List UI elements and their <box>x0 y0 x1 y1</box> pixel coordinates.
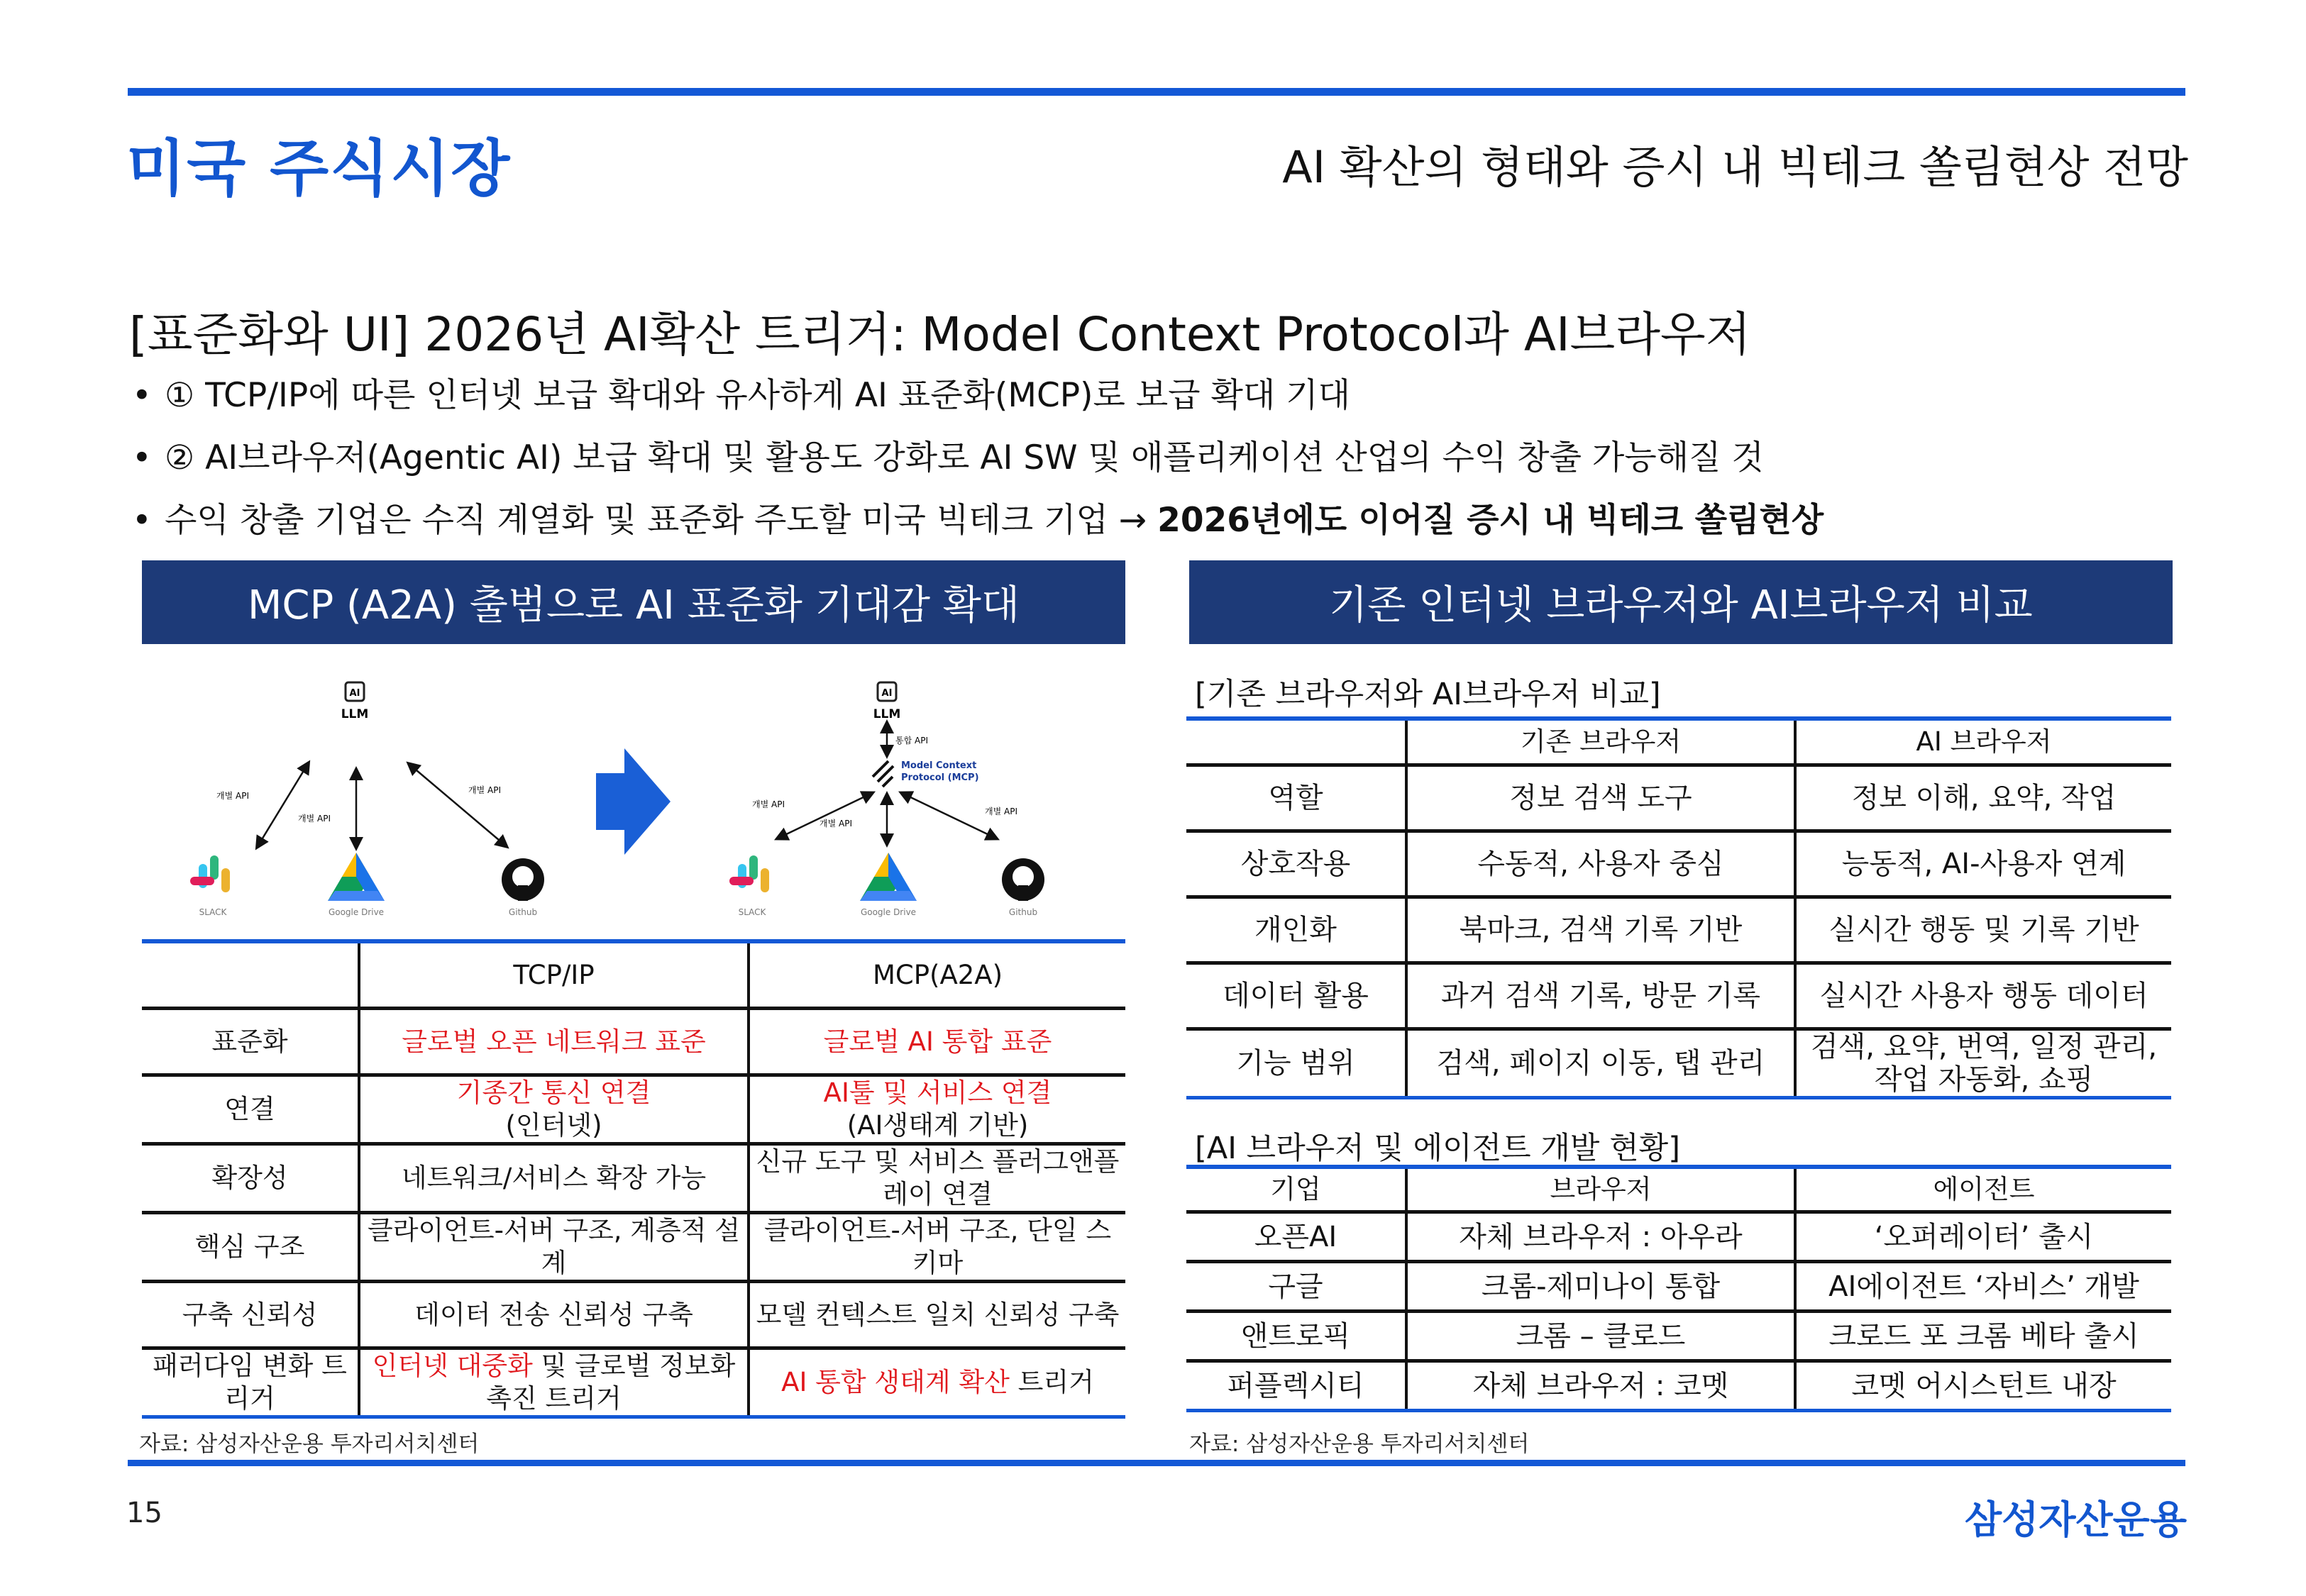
table-cell: 크롬 – 클로드 <box>1406 1312 1795 1361</box>
browser-comparison-table <box>1186 716 2171 1099</box>
table-cell: 코멧 어시스턴트 내장 <box>1795 1361 2171 1411</box>
right-panel-header: 기존 인터넷 브라우저와 AI브라우저 비교 <box>1189 560 2173 644</box>
diagram-llm-label: LLM <box>873 707 901 721</box>
diagram-api-label: 개별 API <box>752 799 785 809</box>
row-label: 패러다임 변화 트리거 <box>142 1348 359 1417</box>
diagram-api-label: 개별 API <box>820 819 852 829</box>
bullet-list <box>132 367 2190 555</box>
table-cell: 자체 브라우저 : 아우라 <box>1406 1212 1795 1262</box>
table-header-cell: 기존 브라우저 <box>1406 719 1795 765</box>
table-cell: AI에이전트 ‘자비스’ 개발 <box>1795 1262 2171 1312</box>
row-label: 데이터 활용 <box>1186 963 1406 1029</box>
table-row <box>1186 1029 2171 1098</box>
table-cell: 크롬-제미나이 통합 <box>1406 1262 1795 1312</box>
table-cell: 신규 도구 및 서비스 플러그앤플레이 연결 <box>749 1144 1125 1213</box>
row-label: 오픈AI <box>1186 1212 1406 1262</box>
table-row <box>1186 1212 2171 1262</box>
row-label: 퍼플렉시티 <box>1186 1361 1406 1411</box>
mcp-logo-icon <box>873 761 893 787</box>
github-icon <box>1002 858 1044 901</box>
table-cell: 모델 컨텍스트 일치 신뢰성 구축 <box>749 1282 1125 1348</box>
transition-arrow-icon <box>596 748 671 855</box>
table-cell: ‘오퍼레이터’ 출시 <box>1795 1212 2171 1262</box>
table-header-cell <box>1186 719 1406 765</box>
row-label: 앤트로픽 <box>1186 1312 1406 1361</box>
table-row <box>1186 897 2171 963</box>
table-cell: 네트워크/서비스 확장 가능 <box>359 1144 749 1213</box>
page-subtitle: AI 확산의 형태와 증시 내 빅테크 쏠림현상 전망 <box>1282 141 2188 193</box>
table-caption: [AI 브라우저 및 에이전트 개발 현황] <box>1195 1131 1680 1166</box>
slack-icon <box>190 855 230 892</box>
diagram-api-label: 개별 API <box>468 785 501 795</box>
page-number: 15 <box>126 1497 162 1529</box>
table-cell: 인터넷 대중화 및 글로벌 정보화 촉진 트리거 <box>359 1348 749 1417</box>
table-row <box>1186 1312 2171 1361</box>
table-header-cell: MCP(A2A) <box>749 941 1125 1009</box>
row-label: 핵심 구조 <box>142 1213 359 1282</box>
brand-logo: 삼성자산운용 <box>1965 1497 2187 1542</box>
table-header-cell: 에이전트 <box>1795 1167 2171 1212</box>
row-label: 기능 범위 <box>1186 1029 1406 1098</box>
left-panel-header: MCP (A2A) 출범으로 AI 표준화 기대감 확대 <box>142 560 1125 644</box>
table-cell: 검색, 페이지 이동, 탭 관리 <box>1406 1029 1795 1098</box>
diagram-app-label: SLACK <box>738 907 766 917</box>
diagram-llm-label: LLM <box>341 707 369 721</box>
table-row <box>1186 1262 2171 1312</box>
table-cell: 정보 이해, 요약, 작업 <box>1795 765 2171 831</box>
table-cell: 과거 검색 기록, 방문 기록 <box>1406 963 1795 1029</box>
table-row <box>1186 963 2171 1029</box>
row-label: 개인화 <box>1186 897 1406 963</box>
diagram-app-label: Google Drive <box>328 907 385 917</box>
row-label: 구글 <box>1186 1262 1406 1312</box>
table-row <box>142 1009 1125 1075</box>
ai-chip-icon <box>346 682 364 701</box>
table-cell: 북마크, 검색 기록 기반 <box>1406 897 1795 963</box>
table-row <box>142 1282 1125 1348</box>
table-cell: 정보 검색 도구 <box>1406 765 1795 831</box>
slack-icon <box>729 855 769 892</box>
row-label: 확장성 <box>142 1144 359 1213</box>
table-header-cell <box>142 941 359 1009</box>
table-cell: 실시간 행동 및 기록 기반 <box>1795 897 2171 963</box>
mcp-label: Model Context <box>901 760 977 771</box>
table-row <box>142 1213 1125 1282</box>
table-header-cell: AI 브라우저 <box>1795 719 2171 765</box>
diagram-api-label: 개별 API <box>216 791 249 801</box>
table-cell: AI툴 및 서비스 연결 (AI생태계 기반) <box>749 1075 1125 1144</box>
table-caption: [기존 브라우저와 AI브라우저 비교] <box>1195 677 1661 712</box>
diagram-ai-label: AI <box>881 688 893 699</box>
table-header-row <box>1186 1167 2171 1212</box>
diagram-api-label: 개별 API <box>298 814 331 824</box>
table-cell: 자체 브라우저 : 코멧 <box>1406 1361 1795 1411</box>
tcp-mcp-comparison-table <box>142 939 1125 1419</box>
table-row <box>1186 765 2171 831</box>
mcp-label: Protocol (MCP) <box>901 772 979 783</box>
source-note: 자료: 삼성자산운용 투자리서치센터 <box>139 1431 480 1457</box>
table-header-cell: 브라우저 <box>1406 1167 1795 1212</box>
diagram-app-label: Github <box>1008 907 1038 917</box>
table-header-cell: 기업 <box>1186 1167 1406 1212</box>
table-cell: 능동적, AI-사용자 연계 <box>1795 831 2171 897</box>
table-cell: 클라이언트-서버 구조, 단일 스키마 <box>749 1213 1125 1282</box>
bullet-item: • ① TCP/IP에 따른 인터넷 보급 확대와 유사하게 AI 표준화(MCP)로 보급 확대 기대 <box>132 376 1351 415</box>
table-header-cell: TCP/IP <box>359 941 749 1009</box>
diagram-app-label: Google Drive <box>860 907 917 917</box>
diagram-app-label: Github <box>508 907 538 917</box>
top-rule <box>128 88 2185 96</box>
ai-chip-icon <box>878 682 896 701</box>
bullet-item: • 수익 창출 기업은 수직 계열화 및 표준화 주도할 미국 빅테크 기업 → 2026년에도 이어질 증시 내 빅테크 쏠림현상 <box>132 501 1824 540</box>
diagram-app-label: SLACK <box>199 907 227 917</box>
diagram-api-label: 개별 API <box>985 807 1017 816</box>
table-cell: AI 통합 생태계 확산 트리거 <box>749 1348 1125 1417</box>
row-label: 구축 신뢰성 <box>142 1282 359 1348</box>
table-cell: 데이터 전송 신뢰성 구축 <box>359 1282 749 1348</box>
source-note: 자료: 삼성자산운용 투자리서치센터 <box>1189 1431 1530 1457</box>
table-row <box>1186 1361 2171 1411</box>
table-row <box>142 1075 1125 1144</box>
table-cell: 수동적, 사용자 중심 <box>1406 831 1795 897</box>
table-cell: 크로드 포 크롬 베타 출시 <box>1795 1312 2171 1361</box>
row-label: 역할 <box>1186 765 1406 831</box>
row-label: 표준화 <box>142 1009 359 1075</box>
diagram-api-label: 통합 API <box>895 736 928 746</box>
github-icon <box>502 858 544 901</box>
table-cell: 글로벌 AI 통합 표준 <box>749 1009 1125 1075</box>
google-drive-icon <box>860 853 917 901</box>
table-row <box>142 1348 1125 1417</box>
table-cell: 실시간 사용자 행동 데이터 <box>1795 963 2171 1029</box>
mcp-diagram <box>170 667 1086 926</box>
diagram-ai-label: AI <box>349 688 360 699</box>
bullet-item: • ② AI브라우저(Agentic AI) 보급 확대 및 활용도 강화로 AI SW 및 애플리케이션 산업의 수익 창출 가능해질 것 <box>132 438 1764 477</box>
bottom-rule <box>128 1460 2185 1466</box>
page-title: 미국 주식시장 <box>126 133 512 204</box>
table-header-row <box>1186 719 2171 765</box>
section-heading: [표준화와 UI] 2026년 AI확산 트리거: Model Context Protocol과 AI브라우저 <box>129 307 1751 362</box>
table-cell: 클라이언트-서버 구조, 계층적 설계 <box>359 1213 749 1282</box>
table-row <box>1186 831 2171 897</box>
row-label: 연결 <box>142 1075 359 1144</box>
table-cell: 기종간 통신 연결 (인터넷) <box>359 1075 749 1144</box>
ai-browser-development-table <box>1186 1165 2171 1412</box>
table-cell: 글로벌 오픈 네트워크 표준 <box>359 1009 749 1075</box>
row-label: 상호작용 <box>1186 831 1406 897</box>
table-header-row <box>142 941 1125 1009</box>
google-drive-icon <box>328 853 385 901</box>
table-row <box>142 1144 1125 1213</box>
table-cell: 검색, 요약, 번역, 일정 관리, 작업 자동화, 쇼핑 <box>1795 1029 2171 1098</box>
